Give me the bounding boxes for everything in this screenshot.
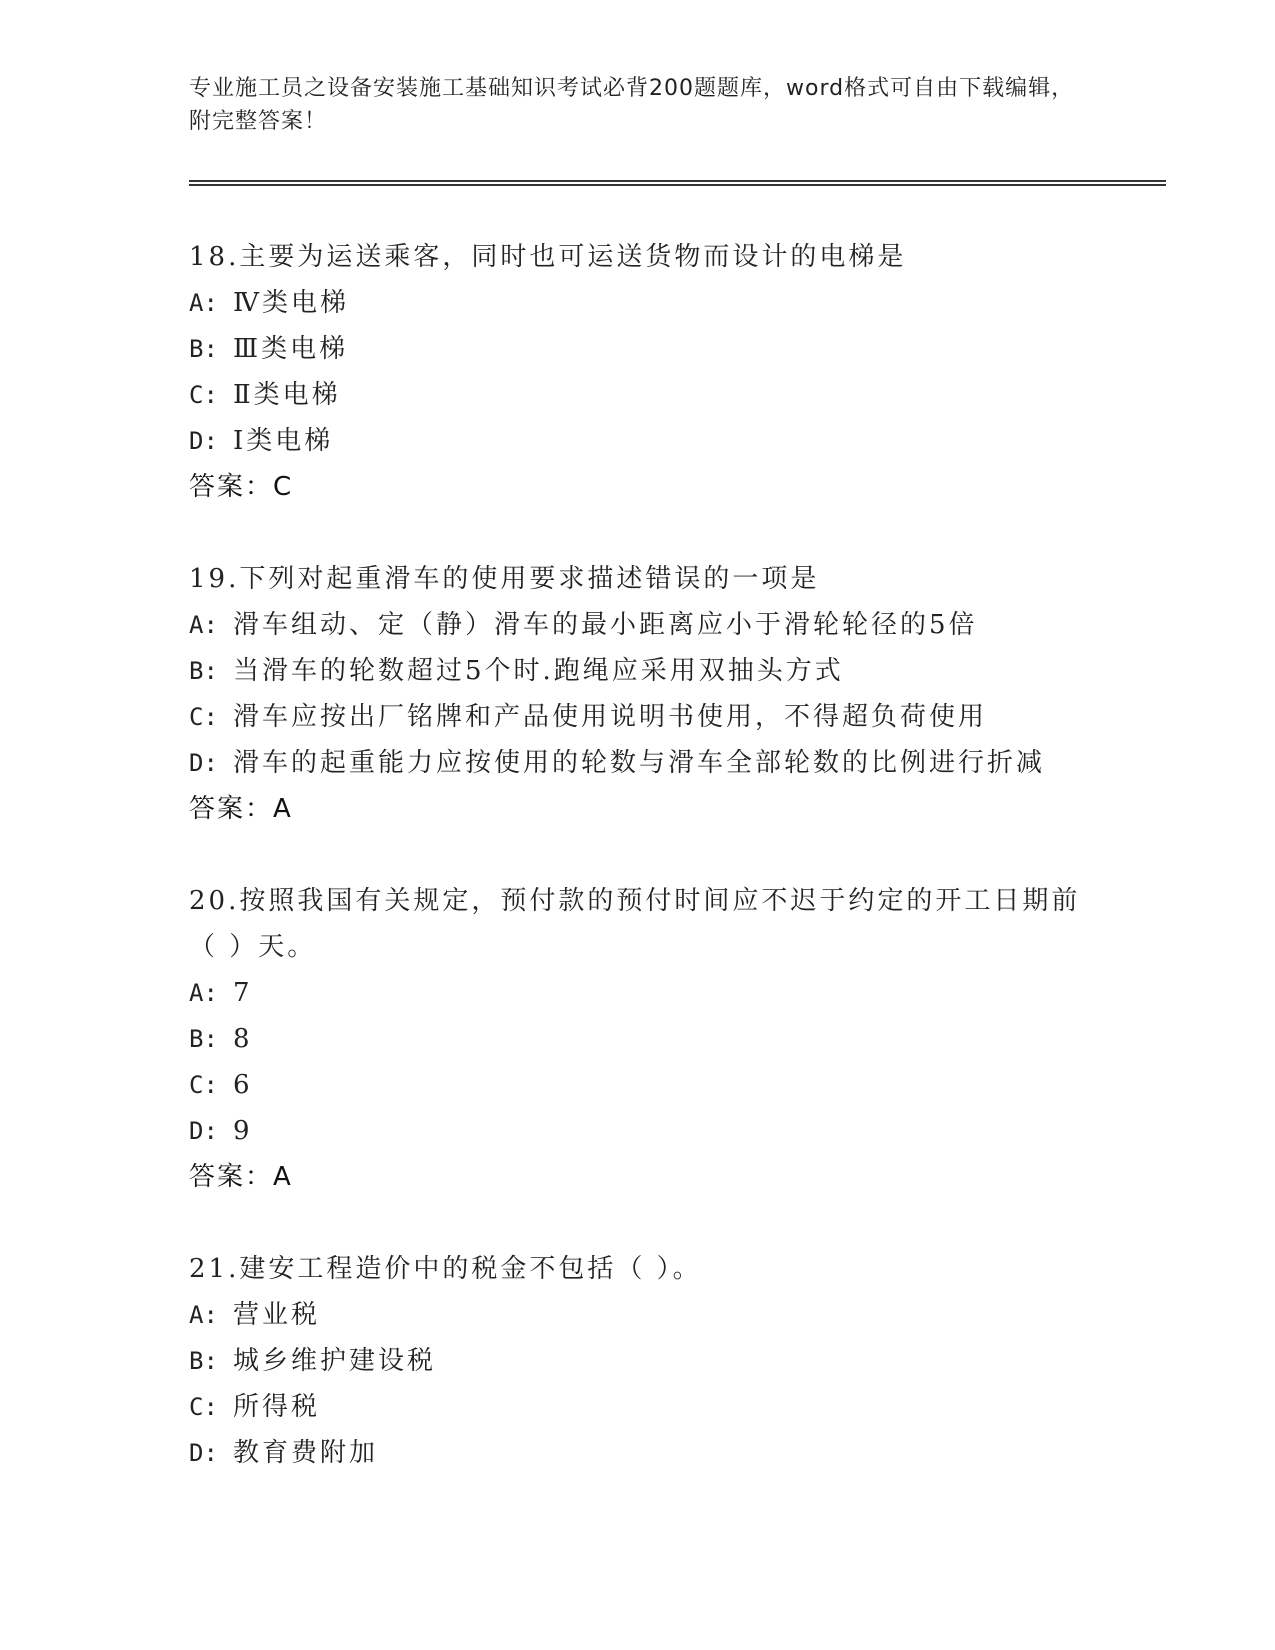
document-header: 专业施工员之设备安装施工基础知识考试必背200题题库，word格式可自由下载编辑，附完整答案！	[189, 76, 1075, 134]
option-text: 滑车应按出厂铭牌和产品使用说明书使用，不得超负荷使用	[233, 702, 988, 732]
question-20	[189, 878, 1189, 1200]
option-text: 滑车的起重能力应按使用的轮数与滑车全部轮数的比例进行折减	[233, 748, 1046, 778]
option-label: C:	[189, 1393, 218, 1421]
option-b	[189, 1338, 1189, 1384]
answer-line: 答案：A	[189, 1162, 293, 1192]
option-c	[189, 372, 1189, 418]
option-text: Ⅰ类电梯	[233, 426, 334, 456]
option-d	[189, 740, 1189, 786]
option-a	[189, 1292, 1189, 1338]
option-text: 9	[233, 1116, 253, 1146]
option-label: D:	[189, 1117, 218, 1145]
option-text: 8	[233, 1024, 253, 1054]
option-label: C:	[189, 381, 218, 409]
option-text: 7	[233, 978, 253, 1008]
option-a	[189, 280, 1189, 326]
option-a	[189, 970, 1189, 1016]
option-text: 教育费附加	[233, 1438, 379, 1468]
option-label: B:	[189, 657, 218, 685]
option-c	[189, 1062, 1189, 1108]
option-text: 城乡维护建设税	[233, 1346, 437, 1376]
question-stem: 21.建安工程造价中的税金不包括（ ）。	[189, 1254, 702, 1284]
option-text: 营业税	[233, 1300, 321, 1330]
option-d	[189, 418, 1189, 464]
option-label: A:	[189, 289, 218, 317]
option-d	[189, 1430, 1189, 1476]
option-b	[189, 1016, 1189, 1062]
header-divider-bottom	[189, 184, 1166, 186]
question-stem: 20.按照我国有关规定，预付款的预付时间应不迟于约定的开工日期前（ ）天。	[189, 886, 1081, 962]
option-text: Ⅳ类电梯	[233, 288, 349, 318]
option-label: A:	[189, 1301, 218, 1329]
option-text: Ⅲ类电梯	[233, 334, 349, 364]
option-label: C:	[189, 1071, 218, 1099]
option-a	[189, 602, 1189, 648]
option-c	[189, 694, 1189, 740]
question-19	[189, 556, 1189, 832]
option-b	[189, 326, 1189, 372]
option-text: Ⅱ类电梯	[233, 380, 341, 410]
option-label: B:	[189, 1025, 218, 1053]
answer-line: 答案：C	[189, 472, 294, 502]
option-label: D:	[189, 1439, 218, 1467]
option-label: D:	[189, 749, 218, 777]
question-stem: 19.下列对起重滑车的使用要求描述错误的一项是	[189, 564, 820, 594]
option-label: B:	[189, 1347, 218, 1375]
question-21	[189, 1246, 1189, 1476]
option-c	[189, 1384, 1189, 1430]
option-text: 6	[233, 1070, 253, 1100]
option-b	[189, 648, 1189, 694]
question-18	[189, 234, 1189, 510]
option-text: 当滑车的轮数超过5个时.跑绳应采用双抽头方式	[233, 656, 844, 686]
option-label: C:	[189, 703, 218, 731]
option-label: A:	[189, 611, 218, 639]
option-text: 滑车组动、定（静）滑车的最小距离应小于滑轮轮径的5倍	[233, 610, 978, 640]
header-divider-top	[189, 180, 1166, 182]
answer-line: 答案：A	[189, 794, 293, 824]
option-label: A:	[189, 979, 218, 1007]
question-stem: 18.主要为运送乘客，同时也可运送货物而设计的电梯是	[189, 242, 907, 272]
option-label: D:	[189, 427, 218, 455]
option-label: B:	[189, 335, 218, 363]
option-d	[189, 1108, 1189, 1154]
option-text: 所得税	[233, 1392, 321, 1422]
